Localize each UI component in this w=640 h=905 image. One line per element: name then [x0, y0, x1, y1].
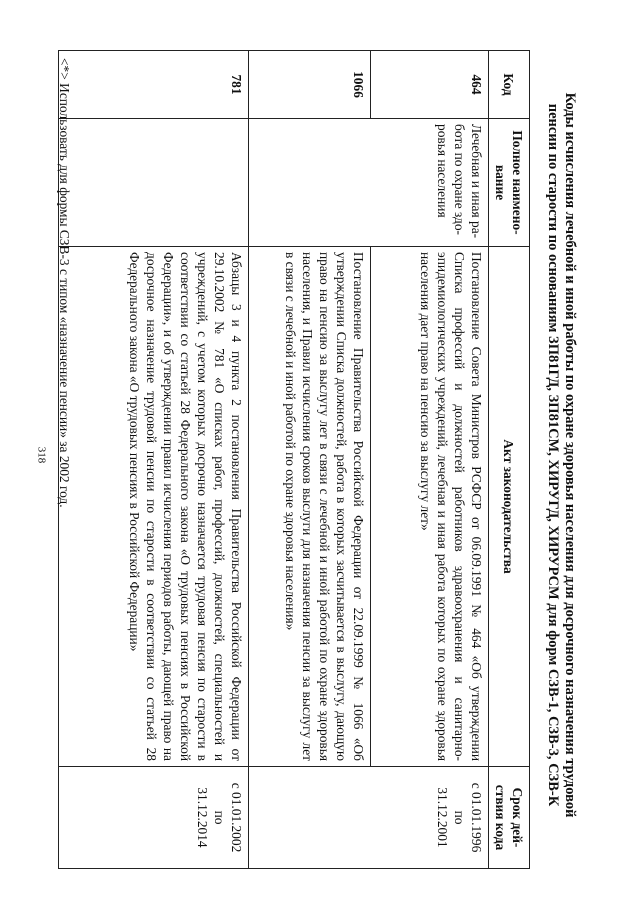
title-line-1: Коды исчисления лечебной и иной работы по охране здоровья населения для досрочного назначения трудовой: [562, 92, 578, 818]
header-validity: Срок дей- ствия кода: [489, 767, 530, 869]
header-full-name: Полное наимено- вание: [489, 119, 530, 247]
row-code: 1066: [249, 51, 371, 119]
rotated-page-content: [40, 30, 600, 880]
row-act: Постановление Правительства Российской Федерации от 22.09.1999 № 1066 «Об утверждении Списка должностей, работа в которых засчитывается в выслугу, дающую право на пенсию за выслугу лет в связи с лечебной и иной работой по охране здоровья населения, и Правил исчисления сроков выслуги для назначения пенсии за выслугу лет в связи с лечебной и иной работой по охране здоровья населения»: [249, 247, 371, 767]
footnote: <*> Использовать для формы СЗВ-3 с типом «назначение пенсии» за 2002 год.: [57, 58, 72, 508]
document-title: [544, 38, 578, 872]
table-row: [59, 51, 249, 869]
table-row: [371, 51, 489, 869]
page-number: 318: [35, 446, 48, 464]
row-code: 781: [59, 51, 249, 119]
row-validity: с 01.01.1996 по 31.12.2001: [249, 767, 489, 869]
row-full-name: [59, 119, 249, 247]
title-line-2: пенсии по старости по основаниям ЗП81ГД, ЗП81СМ, ХИРУГД, ХИРУРСМ для форм СЗВ-1, СЗВ-3, СЗВ-К: [545, 103, 561, 807]
row-full-name: Лечебная и иная ра- бота по охране здо- ровья населения: [249, 119, 489, 247]
header-act: Акт законодательства: [489, 247, 530, 767]
header-code: Код: [489, 51, 530, 119]
row-code: 464: [371, 51, 489, 119]
row-act: Постановление Совета Министров РСФСР от 06.09.1991 № 464 «Об утверждении Списка профессий и должностей работников здравоохранения и санитарно-эпидемиологических учреждений, лечебная и иная работа которых по охране здоровья населения дает право на пенсию за выслугу лет»: [371, 247, 489, 767]
codes-table: [58, 50, 530, 869]
row-act: Абзацы 3 и 4 пункта 2 постановления Правительства Российской Федерации от 29.10.2002 № 781 «О списках работ, профессий, должностей, специальностей и учреждений, с учетом которых досрочно назначается трудовая пенсия по старости в соответствии со статьей 28 Федерального закона «О трудовых пенсиях в Российской Федерации», и об утверждении правил исчисления периодов работы, дающей право на досрочное назначение трудовой пенсии по старости в соответствии со статьей 28 Федерального закона «О трудовых пенсиях в Российской Федерации»: [59, 247, 249, 767]
table-header-row: [489, 51, 530, 869]
row-validity: с 01.01.2002 по 31.12.2014: [59, 767, 249, 869]
